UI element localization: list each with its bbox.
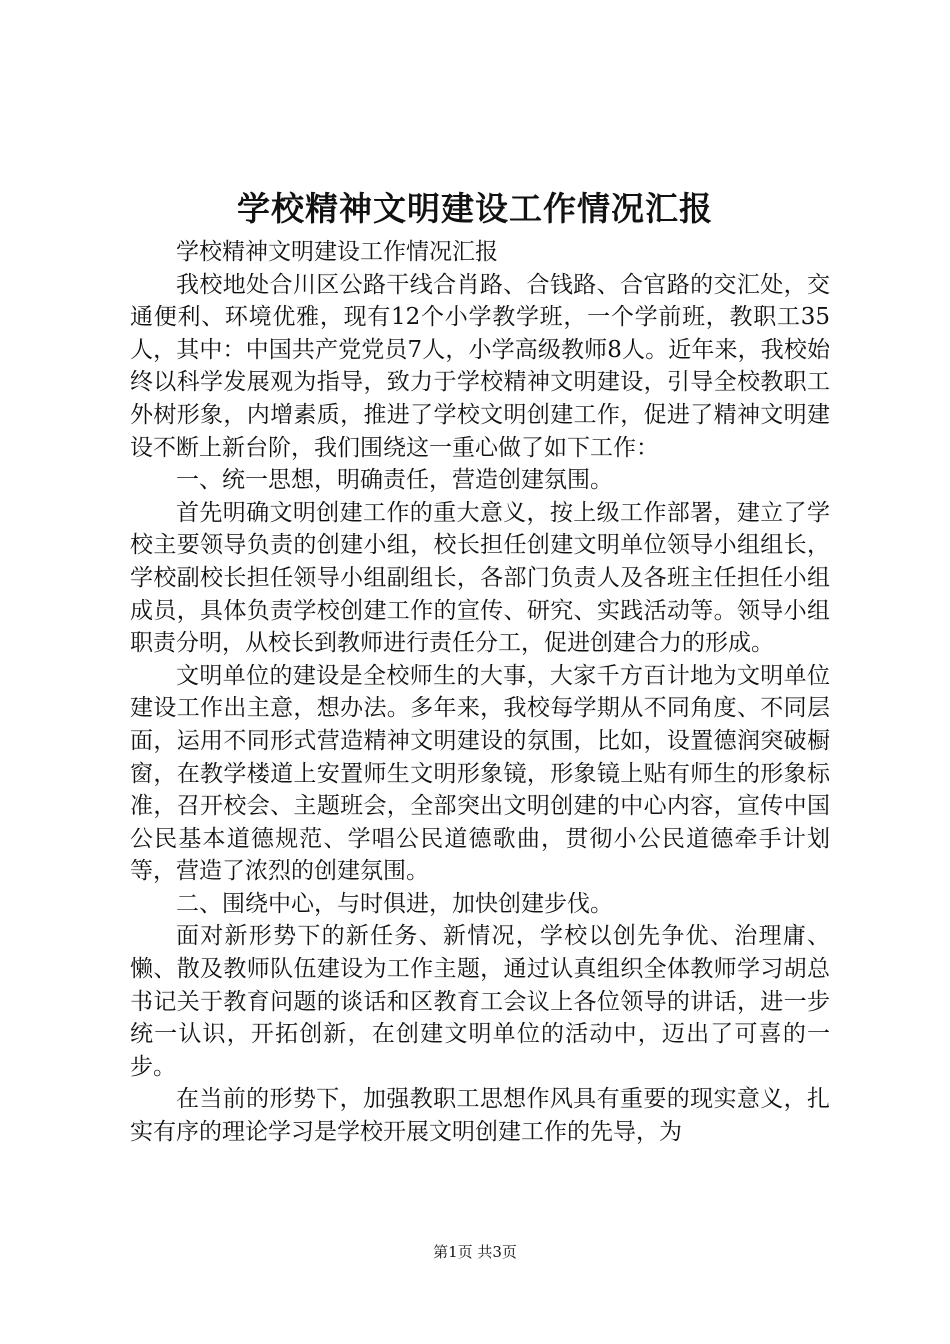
page-footer: 第1页 共3页 <box>433 1243 517 1261</box>
paragraph-section2-a: 面对新形势下的新任务、新情况，学校以创先争优、治理庸、懒、散及教师队伍建设为工作主题，通过认真组织全体教师学习胡总书记关于教育问题的谈话和区教育工会议上各位领导的讲话，进一步统一认识，开拓创新，在创建文明单位的活动中，迈出了可喜的一步。 <box>130 923 830 1080</box>
document-body <box>130 236 830 1149</box>
paragraph-subtitle: 学校精神文明建设工作情况汇报 <box>176 239 498 265</box>
paragraph-section2-b: 在当前的形势下，加强教职工思想作风具有重要的现实意义，扎实有序的理论学习是学校开展文明创建工作的先导，为 <box>130 1086 830 1146</box>
section-heading-1: 一、统一思想，明确责任，营造创建氛围。 <box>176 467 613 494</box>
document-title: 学校精神文明建设工作情况汇报 <box>237 189 713 228</box>
section-heading-2: 二、围绕中心，与时俱进，加快创建步伐。 <box>176 890 613 917</box>
paragraph-section1-a: 首先明确文明创建工作的重大意义，按上级工作部署，建立了学校主要领导负责的创建小组，校长担任创建文明单位领导小组组长，学校副校长担任领导小组副组长，各部门负责人及各班主任担任小组成员，具体负责学校创建工作的宣传、研究、实践活动等。领导小组职责分明，从校长到教师进行责任分工，促进创建合力的形成。 <box>130 499 830 657</box>
paragraph-intro: 我校地处合川区公路干线合肖路、合钱路、合官路的交汇处，交通便利、环境优雅，现有12个小学教学班，一个学前班，教职工35人，其中：中国共产党党员7人，小学高级教师8人。近年来，我校始终以科学发展观为指导，致力于学校精神文明建设，引导全校教职工外树形象，内增素质，推进了学校文明创建工作，促进了精神文明建设不断上新台阶，我们围绕这一重心做了如下工作： <box>130 271 830 461</box>
paragraph-section1-b: 文明单位的建设是全校师生的大事，大家千方百计地为文明单位建设工作出主意，想办法。多年来，我校每学期从不同角度、不同层面，运用不同形式营造精神文明建设的氛围，比如，设置德润突破橱窗，在教学楼道上安置师生文明形象镜，形象镜上贴有师生的形象标准，召开校会、主题班会，全部突出文明创建的中心内容，宣传中国公民基本道德规范、学唱公民道德歌曲，贯彻小公民道德牵手计划等，营造了浓烈的创建氛围。 <box>130 662 830 885</box>
